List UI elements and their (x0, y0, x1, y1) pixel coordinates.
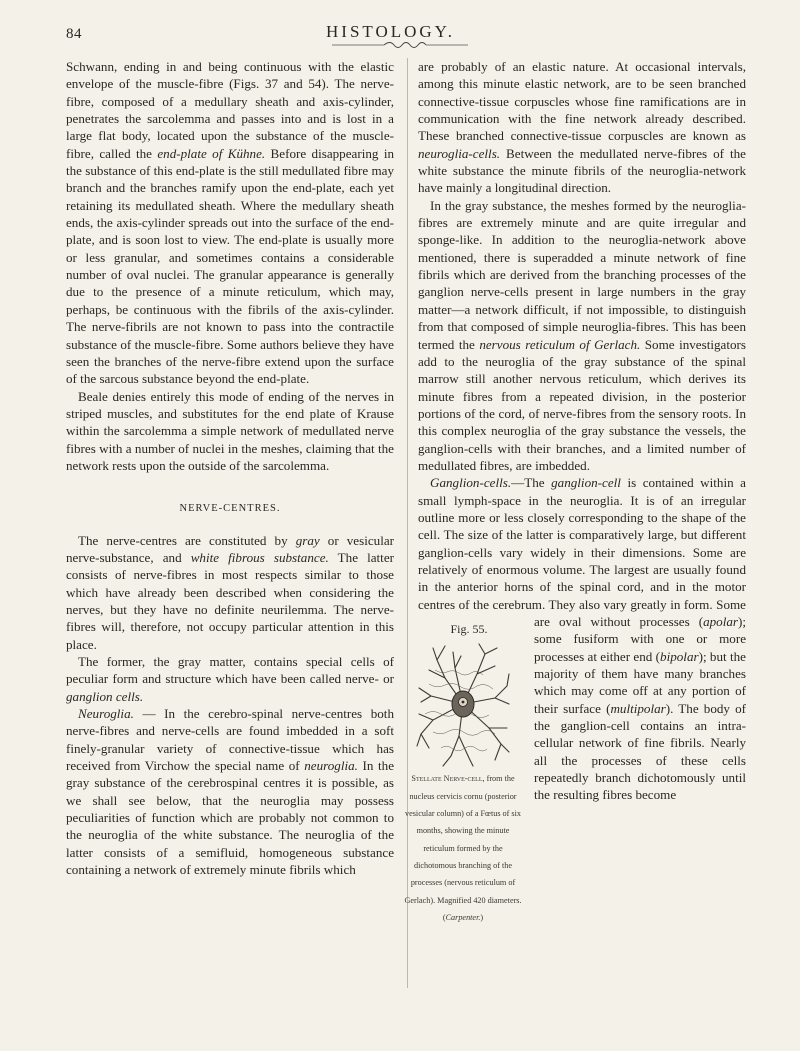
stellate-nerve-cell-illustration (415, 640, 511, 768)
section-heading: NERVE-CENTRES. (179, 503, 281, 515)
paragraph: Ganglion-cells.—The ganglion-cell is contained within a small lymph-space in the neuroglia. It is of an irregular outline more or less closely corresponding to the shape of the cell. The size of the latter is comparatively large, but different ganglion-cells vary widely in their dimensions. Some are relatively of enormous volume. The largest are usually found in the anterior horns of the spinal cord, and in the motor centres of the cerebrum. They also vary greatly in form. Some are oval without processes ( Fig. 55. Stellate Nerve-cell, from the nucleus cervicis cornu (posterior vesicular column) of a Fœtus of six months, showing the minute reticulum formed by the dichotomous branching of the processes (nervous reticulum of Gerlach). Magnified 420 diameters. (Carpenter.) apolar); some fusiform with one or more processes at either end (bipolar); but the majority of them have many branches which may come off at any portion of their surface (multipolar). The body of the ganglion-cell contains an intra-cellular network of fine fibrils. Nearly all the processes of these cells repeatedly branch dichotomously until the resulting fibres become (418, 474, 746, 804)
paragraph: Beale denies entirely this mode of ending of the nerves in striped muscles, and substitutes for the end plate of Krause within the sarcolemma a simple network of medullated nerve fibres with a number of nuclei in the meshes, claiming that the network rests upon the outside of the sarcolemma. (66, 388, 394, 473)
figure-label: Fig. 55. (450, 622, 488, 636)
paragraph: Neuroglia. — In the cerebro-spinal nerve-centres both nerve-fibres and nerve-cells are found imbedded in a soft finely-granular variety of connective-tissue which has received from Virchow the special name of neuroglia. In the gray substance of the cerebrospinal centres it is possible, as we shall see below, that the neuroglia may possess peculiarities of function which are probably not common to the neuroglia of the white substance. The neuroglia of the latter consists of a semifluid, homogeneous substance containing a network of extremely minute fibrils which (66, 706, 395, 878)
right-column (404, 58, 747, 924)
paragraph: The nerve-centres are constituted by gray or vesicular nerve-substance, and white fibrous substance. The latter consists of nerve-fibres in most respects similar to those which have already been described when considering the nerves, but they have no definite neurilemma. The nerve-fibres will, therefore, not occupy particular attention in this place. (66, 532, 395, 652)
paragraph: Schwann, ending in and being continuous with the elastic envelope of the muscle-fibre (Figs. 37 and 54). The nerve-fibre, composed of a medullary sheath and axis-cylinder, penetrates the sarcolemma and passes into and is lost in a large flat body, located upon the substance of the muscle-fibre, called the end-plate of Kühne. Before disappearing in the substance of this end-plate is the still medullated fibre may branch and the branches ramify upon the end-plate, each yet retaining its medullated sheath. Where the medullary sheath ends, the axis-cylinder spreads out into the surface of the end-plate, and is soon lost to view. The end-plate is usually more or less granular, and sometimes contains a considerable number of oval nuclei. The granular appearance is generally due to the presence of a minute reticulum, which may, perhaps, be continuous with the fibrils of the axis-cylinder. The nerve-fibrils are not known to pass into the contractile substance of the muscle-fibre. Some authors believe they have seen the branches of the nerve-fibre extend upon the surface of the sarcous substance beyond the end-plate. (66, 59, 394, 387)
page-number: 84 (66, 26, 82, 42)
running-head: HISTOLOGY. (326, 22, 456, 41)
paragraph: are probably of an elastic nature. At occasional intervals, among this minute elastic network, are to be seen branched connective-tissue corpuscles whose fine ramifications are in communication with the fine network already described. These branched connective-tissue corpuscles are known as neuroglia-cells. Between the medullated nerve-fibres of the white substance the minute fibrils of the neuroglia-network have mainly a longitudinal direction. (418, 59, 746, 196)
ornament-rule (332, 39, 468, 51)
figure-caption: Stellate Nerve-cell, from the nucleus cervicis cornu (posterior vesicular column) of a Fœtus of six months, showing the minute reticulum formed by the dichotomous branching of the processes (nervous reticulum of Gerlach). Magnified 420 diameters. (Carpenter.) (404, 774, 522, 923)
figure-55 (404, 621, 522, 924)
paragraph: In the gray substance, the meshes formed by the neuroglia-fibres are extremely minute and are quite irregular and sponge-like. In addition to the neuroglia-network above mentioned, there is superadded a minute network of fine fibrils which are derived from the branching processes of the ganglion nerve-cells present in large numbers in the gray matter—a network difficult, if not impossible, to distinguish from that composed of simple neuroglia-fibres. This has been termed the nervous reticulum of Gerlach. Some investigators add to the neuroglia of the gray substance of the spinal marrow still another nervous reticulum, which derives its minute fibres from a repeated division, in the posterior portions of the cord, of nerve-fibres from the sensory roots. In this complex neuroglia of the gray substance the vessels, the ganglion-cells with their branches, and a limited number of medullated fibres, are imbedded. (418, 197, 746, 473)
left-column (66, 58, 394, 878)
paragraph: The former, the gray matter, contains special cells of peculiar form and structure which have been called nerve- or ganglion cells. (66, 654, 394, 704)
